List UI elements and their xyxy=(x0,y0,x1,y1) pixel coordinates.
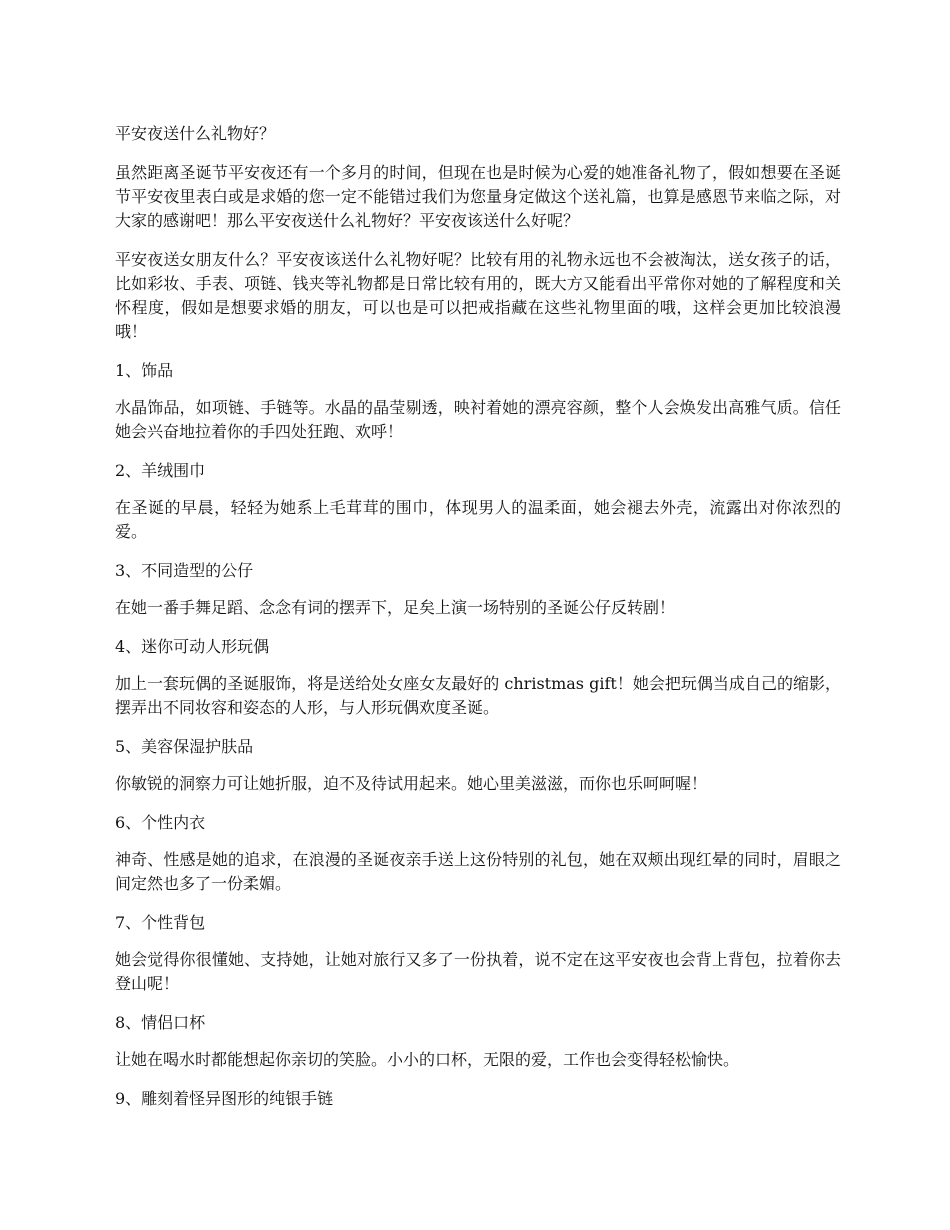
section-body-7: 她会觉得你很懂她、支持她，让她对旅行又多了一份执着，说不定在这平安夜也会背上背包，拉着你去登山呢！ xyxy=(115,950,841,993)
section-heading-4: 4、迷你可动人形玩偶 xyxy=(115,637,270,656)
document-title: 平安夜送什么礼物好？ xyxy=(115,124,276,143)
section-body-2: 在圣诞的早晨，轻轻为她系上毛茸茸的围巾，体现男人的温柔面，她会褪去外壳，流露出对你浓烈的爱。 xyxy=(115,498,841,541)
section-body-6: 神奇、性感是她的追求，在浪漫的圣诞夜亲手送上这份特别的礼包，她在双颊出现红晕的同时，眉眼之间定然也多了一份柔媚。 xyxy=(115,850,841,893)
intro-paragraph-2: 平安夜送女朋友什么？平安夜该送什么礼物好呢？比较有用的礼物永远也不会被淘汰，送女孩子的话，比如彩妆、手表、项链、钱夹等礼物都是日常比较有用的，既大方又能看出平常你对她的了解程度和关怀程度，假如是想要求婚的朋友，可以也是可以把戒指藏在这些礼物里面的哦，这样会更加比较浪漫哦！ xyxy=(115,250,841,341)
section-heading-6: 6、个性内衣 xyxy=(115,813,206,832)
section-heading-2: 2、羊绒围巾 xyxy=(115,461,206,480)
intro-paragraph-1: 虽然距离圣诞节平安夜还有一个多月的时间，但现在也是时候为心爱的她准备礼物了，假如想要在圣诞节平安夜里表白或是求婚的您一定不能错过我们为您量身定做这个送礼篇，也算是感恩节来临之际，对大家的感谢吧！那么平安夜送什么礼物好？平安夜该送什么好呢？ xyxy=(115,163,841,230)
section-heading-9: 9、雕刻着怪异图形的纯银手链 xyxy=(115,1089,334,1108)
document-page xyxy=(115,122,841,1111)
section-heading-3: 3、不同造型的公仔 xyxy=(115,561,254,580)
section-heading-7: 7、个性背包 xyxy=(115,913,206,932)
section-heading-8: 8、情侣口杯 xyxy=(115,1013,206,1032)
section-body-4: 加上一套玩偶的圣诞服饰，将是送给处女座女友最好的 christmas gift！她会把玩偶当成自己的缩影，摆弄出不同妆容和姿态的人形，与人形玩偶欢度圣诞。 xyxy=(115,674,841,717)
section-body-1: 水晶饰品，如项链、手链等。水晶的晶莹剔透，映衬着她的漂亮容颜，整个人会焕发出高雅气质。信任她会兴奋地拉着你的手四处狂跑、欢呼！ xyxy=(115,398,841,441)
section-body-5: 你敏锐的洞察力可让她折服，迫不及待试用起来。她心里美滋滋，而你也乐呵呵喔！ xyxy=(115,774,708,793)
section-heading-5: 5、美容保湿护肤品 xyxy=(115,737,254,756)
section-body-3: 在她一番手舞足蹈、念念有词的摆弄下，足矣上演一场特别的圣诞公仔反转剧！ xyxy=(115,598,676,617)
section-body-8: 让她在喝水时都能想起你亲切的笑脸。小小的口杯，无限的爱，工作也会变得轻松愉快。 xyxy=(115,1050,740,1069)
section-heading-1: 1、饰品 xyxy=(115,361,174,380)
